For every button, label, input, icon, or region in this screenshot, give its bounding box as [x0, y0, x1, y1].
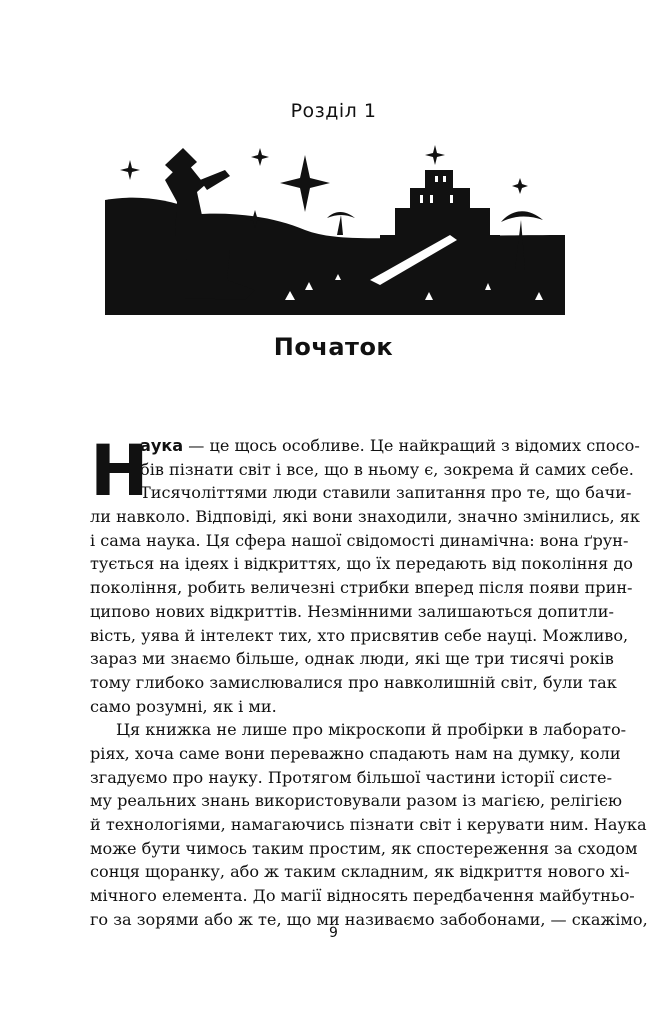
text-line: го за зорями або ж те, що ми називаємо забобонами, — скажімо, [90, 909, 648, 929]
text-line: ріях, хоча саме вони переважно спадають нам на думку, коли [90, 743, 621, 763]
chapter-title: Початок [273, 333, 394, 361]
text-line: Ця книжка не лише про мікроскопи й пробірки в лаборато- [116, 720, 627, 740]
astronomer-ziggurat-night-illustration [105, 140, 565, 315]
text-line: згадуємо про науку. Протягом більшої частини історії систе- [90, 767, 613, 787]
text-line: вість, уява й інтелект тих, хто присвятив себе науці. Можливо, [90, 625, 629, 645]
text-line: мічного елемента. До магії відносять передбачення майбутньо- [90, 886, 635, 906]
text-line: ципово нових відкриттів. Незмінними залишаються допитли- [90, 601, 614, 621]
text-line: само розумні, як і ми. [90, 696, 277, 716]
text-line: і сама наука. Ця сфера нашої свідомості динамічна: вона ґрун- [90, 530, 629, 550]
text-line: бів пізнати світ і все, що в ньому є, зокрема й самих себе. [140, 459, 634, 479]
text-line: ли навколо. Відповіді, які вони знаходили, значно змінились, як [90, 507, 640, 527]
text-line: сонця щоранку, або ж таким складним, як відкриття нового хі- [90, 862, 630, 882]
text-line: зараз ми знаємо більше, однак люди, які ще три тисячі років [90, 649, 614, 669]
lead-word: аука [140, 436, 184, 455]
text-line: тому глибоко замислювалися про навколишній світ, були так [90, 672, 617, 692]
text-line: тується на ідеях і відкриттях, що їх передають від покоління до [90, 554, 633, 574]
text-line: Тисячоліттями люди ставили запитання про те, що бачи- [140, 483, 632, 503]
text-line: й технологіями, намагаючись пізнати світ і керувати ним. Наука [90, 815, 647, 834]
chapter-label: Розділ 1 [290, 100, 377, 122]
text-line: покоління, робить величезні стрибки вперед після появи прин- [90, 578, 633, 598]
text-line: аука — це щось особливе. Це найкращий з відомих спосо- [140, 436, 640, 455]
text-line: може бути чимось таким простим, як спостереження за сходом [90, 838, 638, 858]
text-line: му реальних знань використовували разом із магією, релігією [90, 791, 623, 811]
body-text [90, 430, 648, 931]
drop-cap: Н [90, 430, 149, 512]
page-number: 9 [329, 925, 338, 941]
